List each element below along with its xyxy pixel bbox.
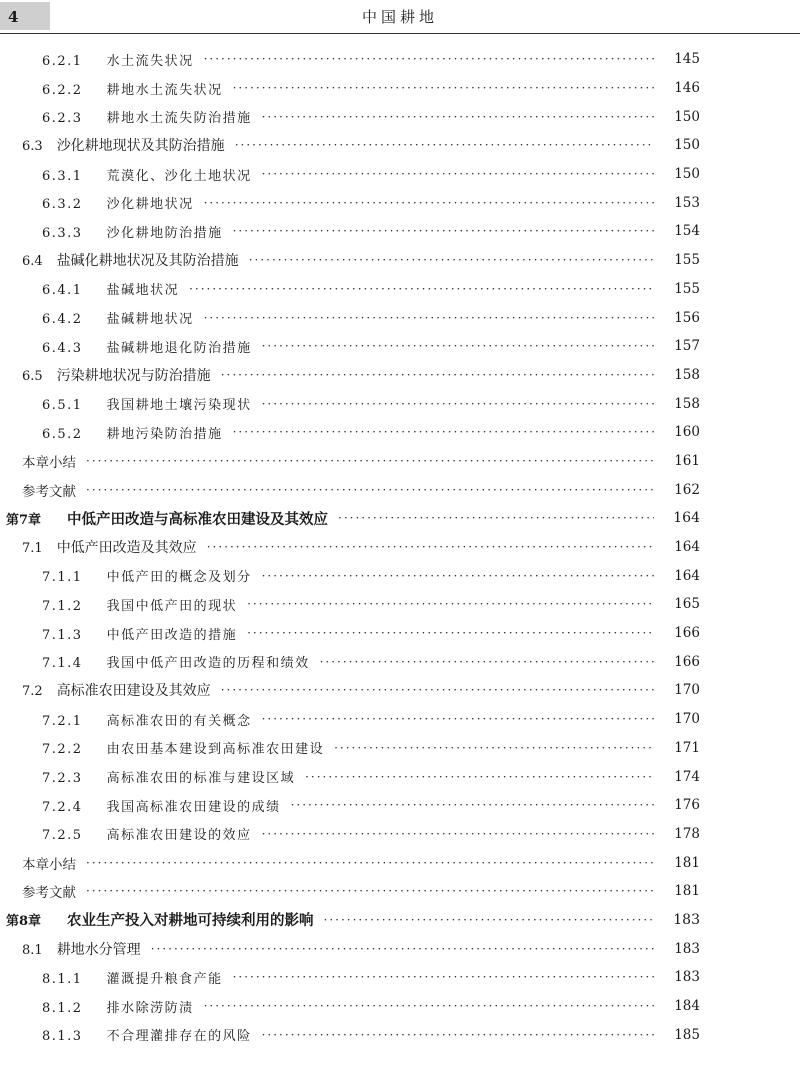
toc-entry[interactable] [0,820,800,849]
toc-entry-title: 本章小结 [22,454,76,471]
toc-entry-page: 184 [674,998,700,1015]
toc-dot-leader [86,884,654,898]
toc-entry-number: 7.2.4 [42,799,83,815]
toc-entry-number: 6.5 [22,368,43,384]
toc-entry-page: 162 [674,481,700,498]
toc-entry-label [42,193,194,212]
toc-dot-leader [86,454,654,468]
toc-entry-page: 150 [674,137,700,154]
table-of-contents [0,45,800,1049]
toc-entry-page: 164 [674,567,700,584]
toc-entry-title: 中低产田改造及其效应 [56,540,197,557]
toc-dot-leader [249,253,654,267]
toc-entry-page: 181 [674,883,700,900]
toc-entry-title: 高标准农田的标准与建设区域 [106,771,296,787]
toc-dot-leader [291,798,654,812]
toc-entry-number: 8.1.2 [42,1000,83,1016]
toc-entry[interactable] [0,762,800,791]
header-rule [0,33,800,34]
toc-entry-number: 6.3.3 [42,225,83,241]
book-title: 中国耕地 [361,8,438,26]
toc-dot-leader [207,540,654,554]
toc-entry-label [22,480,76,500]
toc-entry[interactable] [0,992,800,1021]
toc-entry-page: 171 [674,739,700,756]
toc-entry-number: 7.1 [22,541,43,557]
toc-entry[interactable] [0,877,800,906]
toc-entry-number: 7.1.3 [42,627,83,643]
toc-entry-title: 高标准农田建设的效应 [106,828,252,844]
toc-entry-label [42,79,223,98]
toc-entry-page: 174 [674,768,700,785]
toc-dot-leader [338,511,654,525]
toc-dot-leader [305,770,654,784]
toc-entry-label [42,337,252,356]
toc-entry[interactable] [0,217,800,246]
toc-entry[interactable] [0,561,800,590]
toc-entry-page: 155 [674,280,700,297]
toc-dot-leader [86,483,654,497]
toc-entry-label [42,997,194,1016]
toc-entry-label [22,537,197,557]
toc-entry-page: 150 [674,108,700,125]
toc-entry[interactable] [0,418,800,447]
toc-entry[interactable] [0,45,800,74]
toc-entry[interactable] [0,102,800,131]
toc-entry-label [42,1025,252,1044]
toc-entry-number: 6.2.1 [42,53,83,69]
toc-entry-title: 中低产田改造与高标准农田建设及其效应 [67,511,329,528]
toc-entry-label [42,50,194,69]
toc-entry-label [42,165,252,184]
toc-entry-label [42,279,179,298]
toc-entry-page: 170 [674,682,700,699]
toc-entry-title: 沙化耕地现状及其防治措施 [56,138,225,155]
toc-dot-leader [233,81,654,95]
toc-entry-page: 164 [673,510,700,527]
toc-entry-number: 6.2.3 [42,111,83,127]
toc-entry-number: 7.1.4 [42,656,83,672]
toc-entry-title: 盐碱耕地状况 [106,312,194,328]
toc-entry-label [22,365,211,385]
toc-entry-page: 178 [674,825,700,842]
toc-entry-label [42,423,223,442]
toc-dot-leader [233,425,654,439]
toc-entry-page: 154 [674,223,700,240]
toc-entry-label [42,566,252,585]
toc-entry[interactable] [0,131,800,160]
toc-entry-title: 高标准农田的有关概念 [106,713,252,729]
toc-dot-leader [262,397,654,411]
toc-entry-title: 耕地水分管理 [56,941,141,958]
toc-entry-label [22,135,225,155]
toc-entry-title: 不合理灌排存在的风险 [106,1029,252,1045]
page-header [0,0,800,40]
toc-entry[interactable] [0,160,800,189]
toc-entry-number: 8.1 [22,942,43,958]
toc-entry-title: 水土流失状况 [106,53,194,69]
page-number: 4 [8,8,19,26]
toc-entry-label [42,710,252,729]
toc-dot-leader [189,282,654,296]
toc-dot-leader [204,999,654,1013]
toc-entry-title: 中低产田改造的措施 [106,627,238,643]
toc-entry-label [42,968,223,987]
toc-dot-leader [262,110,654,124]
toc-entry-label [42,222,223,241]
toc-entry[interactable] [0,389,800,418]
toc-entry[interactable] [0,734,800,763]
toc-entry-label [22,680,211,700]
toc-dot-leader [233,970,654,984]
toc-entry[interactable] [0,504,800,533]
toc-entry[interactable] [0,1020,800,1049]
toc-entry[interactable] [0,188,800,217]
toc-entry-page: 185 [674,1026,700,1043]
toc-entry-number: 6.5.2 [42,426,83,442]
toc-entry[interactable] [0,619,800,648]
toc-entry-title: 参考文献 [22,885,76,902]
toc-entry-number: 7.2.1 [42,713,83,729]
toc-entry-page: 165 [674,596,700,613]
toc-entry-title: 参考文献 [22,483,76,500]
toc-entry[interactable] [0,791,800,820]
toc-entry-page: 157 [674,338,700,355]
toc-entry-page: 150 [674,166,700,183]
toc-dot-leader [262,1028,654,1042]
toc-dot-leader [204,311,654,325]
toc-entry-page: 161 [674,452,700,469]
toc-entry[interactable] [0,590,800,619]
toc-entry-label [42,308,194,327]
toc-dot-leader [204,52,654,66]
toc-entry[interactable] [0,676,800,705]
toc-entry-label [42,796,281,815]
toc-entry[interactable] [0,475,800,504]
toc-dot-leader [235,138,654,152]
toc-entry-number: 6.3.2 [42,197,83,213]
toc-entry-label [6,508,328,529]
toc-entry-page: 164 [674,539,700,556]
toc-entry-page: 158 [674,395,700,412]
toc-dot-leader [334,741,654,755]
toc-entry-title: 耕地水土流失防治措施 [106,111,252,127]
toc-dot-leader [262,827,654,841]
toc-entry-label [42,652,310,671]
toc-entry-title: 我国中低产田的现状 [106,598,238,614]
toc-dot-leader [247,597,654,611]
toc-entry-page: 176 [674,797,700,814]
toc-entry-page: 183 [674,940,700,957]
toc-dot-leader [86,856,654,870]
toc-entry[interactable] [0,533,800,562]
toc-entry-title: 污染耕地状况与防治措施 [56,367,211,384]
toc-dot-leader [262,712,654,726]
toc-entry[interactable] [0,906,800,935]
toc-entry-number: 6.4.2 [42,312,83,328]
toc-entry-page: 183 [673,911,700,928]
toc-dot-leader [233,224,654,238]
toc-entry-title: 本章小结 [22,856,76,873]
toc-entry-label [22,853,76,873]
toc-entry-title: 高标准农田建设及其效应 [56,683,211,700]
toc-entry-label [22,250,239,270]
toc-entry-page: 181 [674,854,700,871]
toc-entry-number: 7.2 [22,684,43,700]
toc-entry[interactable] [0,246,800,275]
toc-entry-title: 盐碱化耕地状况及其防治措施 [56,253,239,270]
toc-entry-number: 8.1.1 [42,971,83,987]
toc-entry-title: 排水除涝防渍 [106,1000,194,1016]
toc-dot-leader [320,655,654,669]
toc-entry-page: 166 [674,625,700,642]
toc-entry-page: 145 [674,51,700,68]
toc-entry-page: 153 [674,194,700,211]
toc-entry-title: 耕地污染防治措施 [106,426,223,442]
toc-dot-leader [262,339,654,353]
toc-entry-number: 7.2.3 [42,771,83,787]
toc-entry-number: 第7章 [6,512,42,528]
toc-dot-leader [247,626,654,640]
toc-entry-title: 灌溉提升粮食产能 [106,971,223,987]
toc-dot-leader [324,913,654,927]
toc-entry[interactable] [0,275,800,304]
toc-entry-number: 6.2.2 [42,82,83,98]
toc-dot-leader [262,167,654,181]
toc-entry-label [42,624,237,643]
toc-entry-page: 146 [674,80,700,97]
toc-entry-label [42,738,324,757]
toc-entry[interactable] [0,848,800,877]
toc-entry-label [22,451,76,471]
toc-entry-number: 7.1.2 [42,598,83,614]
toc-entry-page: 183 [674,969,700,986]
toc-entry-title: 我国耕地土壤污染现状 [106,398,252,414]
toc-dot-leader [204,196,654,210]
toc-entry-title: 农业生产投入对耕地可持续利用的影响 [67,913,314,930]
toc-entry-number: 6.4 [22,254,43,270]
toc-entry-label [42,394,252,413]
toc-entry-page: 170 [674,711,700,728]
toc-entry-number: 6.3.1 [42,168,83,184]
toc-entry-label [42,595,237,614]
toc-entry-page: 158 [674,366,700,383]
toc-dot-leader [262,569,654,583]
toc-entry-number: 7.1.1 [42,570,83,586]
toc-entry[interactable] [0,303,800,332]
toc-entry-number: 6.4.1 [42,283,83,299]
toc-entry[interactable] [0,332,800,361]
toc-entry-label [42,767,295,786]
toc-dot-leader [151,942,654,956]
toc-entry-label [22,881,76,901]
toc-entry[interactable] [0,447,800,476]
toc-entry-label [22,939,141,959]
toc-entry-number: 第8章 [6,914,42,930]
toc-entry-title: 我国中低产田改造的历程和绩效 [106,656,310,672]
toc-entry-title: 我国高标准农田建设的成绩 [106,799,281,815]
toc-entry-number: 8.1.3 [42,1029,83,1045]
toc-entry-title: 中低产田的概念及划分 [106,570,252,586]
toc-entry-number: 6.3 [22,139,43,155]
toc-entry-page: 155 [674,252,700,269]
toc-entry-number: 6.4.3 [42,340,83,356]
toc-entry-title: 荒漠化、沙化土地状况 [106,168,252,184]
toc-dot-leader [221,683,654,697]
toc-dot-leader [221,368,654,382]
toc-entry-title: 沙化耕地状况 [106,197,194,213]
toc-entry[interactable] [0,934,800,963]
toc-entry[interactable] [0,74,800,103]
toc-entry[interactable] [0,647,800,676]
toc-entry-label [42,107,252,126]
toc-entry[interactable] [0,361,800,390]
toc-entry-page: 166 [674,653,700,670]
toc-entry-title: 盐碱耕地退化防治措施 [106,340,252,356]
toc-entry-label [42,824,252,843]
toc-entry-title: 盐碱地状况 [106,283,180,299]
toc-entry[interactable] [0,705,800,734]
toc-entry-number: 7.2.5 [42,828,83,844]
toc-entry-title: 由农田基本建设到高标准农田建设 [106,742,325,758]
toc-entry-label [6,909,314,930]
toc-entry-page: 160 [674,424,700,441]
toc-entry-page: 156 [674,309,700,326]
toc-entry-number: 6.5.1 [42,398,83,414]
toc-entry-title: 耕地水土流失状况 [106,82,223,98]
toc-entry-number: 7.2.2 [42,742,83,758]
toc-entry[interactable] [0,963,800,992]
toc-entry-title: 沙化耕地防治措施 [106,225,223,241]
